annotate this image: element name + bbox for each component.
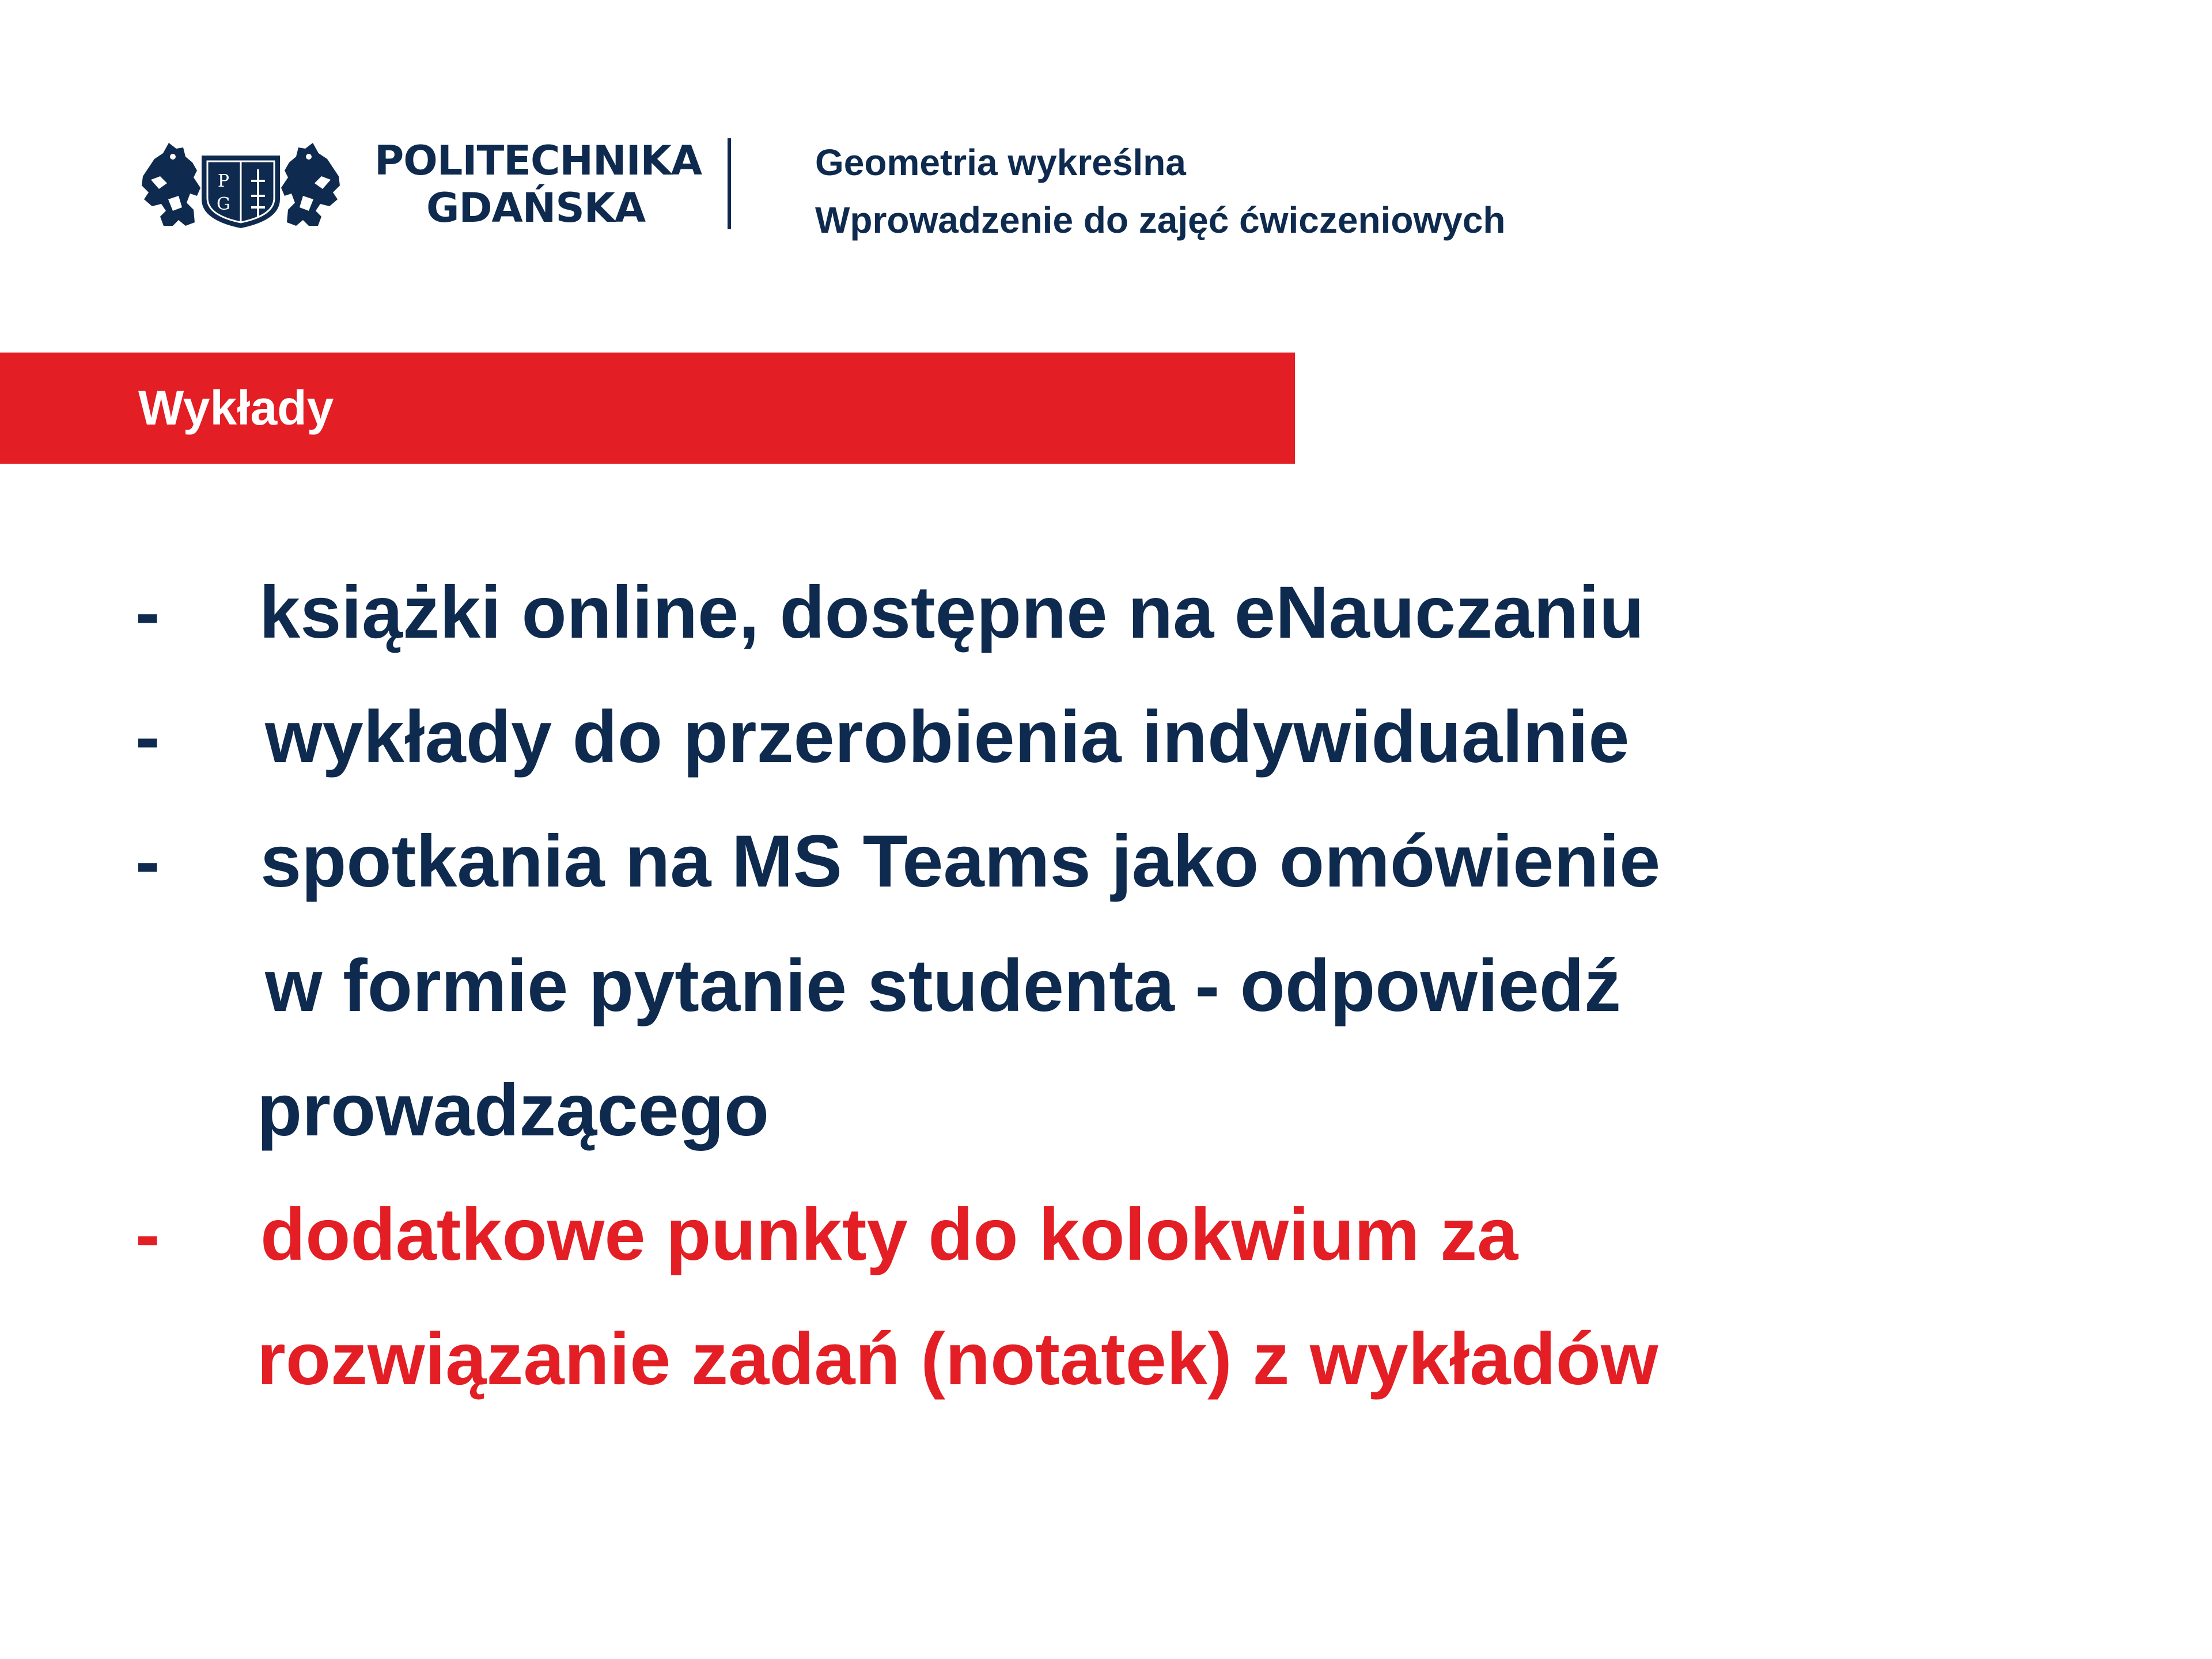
bullet-marker: - — [135, 820, 160, 903]
bullet-item-3-line-1: spotkania na MS Teams jako omówienie — [260, 820, 1661, 903]
university-name-line1: POLITECHNIKA — [374, 137, 702, 184]
shield-letter-g: G — [217, 194, 230, 214]
university-name-line2: GDAŃSKA — [426, 184, 646, 232]
bullet-marker: - — [135, 571, 160, 654]
bullet-marker: - — [135, 696, 160, 778]
bullet-item-4-line-2: rozwiązanie zadań (notatek) z wykładów — [257, 1318, 1658, 1400]
bullet-marker-highlight: - — [135, 1194, 160, 1276]
bullet-item-4-line-1: dodatkowe punkty do kolokwium za — [260, 1194, 1518, 1276]
course-title: Geometria wykreślna — [815, 142, 1186, 183]
shield-letter-p: P — [217, 171, 230, 191]
bullet-item-3-line-3: prowadzącego — [257, 1069, 770, 1152]
bullet-item-2: wykłady do przerobienia indywidualnie — [265, 696, 1630, 778]
bullet-item-3-line-2: w formie pytanie studenta - odpowiedź — [265, 945, 1621, 1027]
course-subtitle: Wprowadzenie do zajęć ćwiczeniowych — [815, 199, 1506, 241]
section-title: Wykłady — [138, 381, 334, 435]
bullet-item-1: książki online, dostępne na eNauczaniu — [259, 571, 1645, 654]
